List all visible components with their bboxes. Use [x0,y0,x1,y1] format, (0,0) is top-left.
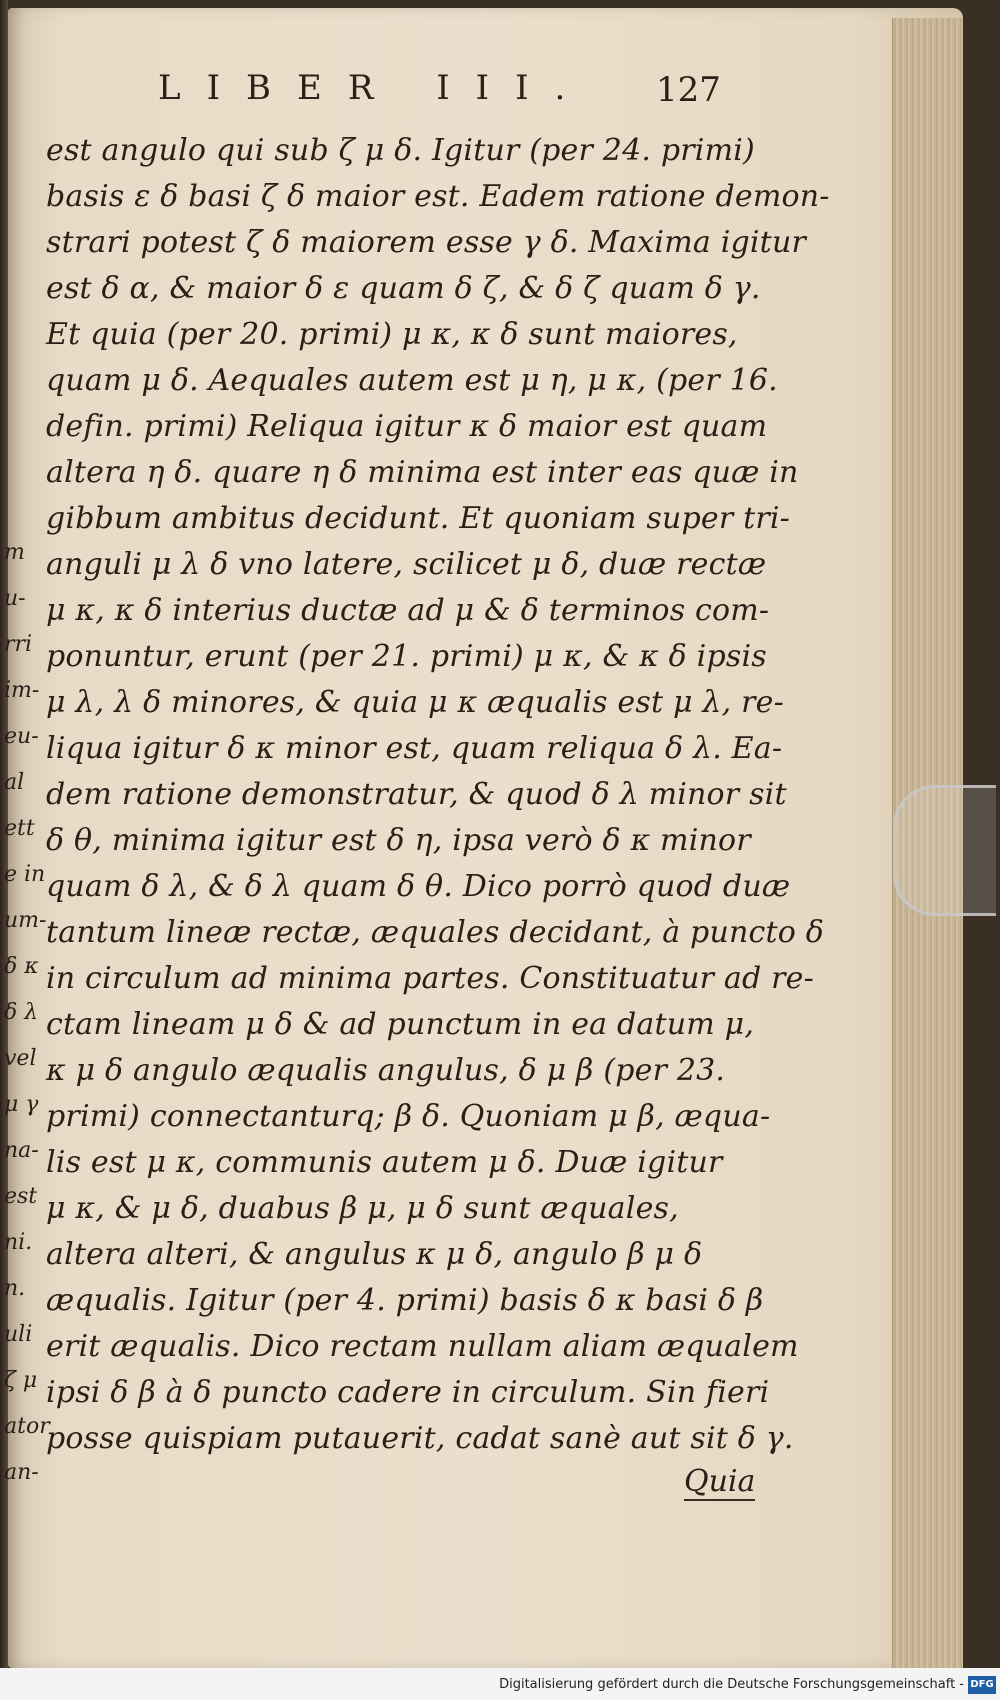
text-line: μ κ, κ δ interius ductæ ad μ & δ terminos com- [46,593,770,628]
prev-page-fragment: ett [4,816,35,841]
prev-page-fragment: im- [4,678,40,703]
text-line: lis est μ κ, communis autem μ δ. Duæ igitur [46,1145,723,1180]
text-line: ctam lineam μ δ & ad punctum in ea datum μ, [46,1007,755,1042]
text-line: altera alteri, & angulus κ μ δ, angulo β μ δ [46,1237,703,1272]
text-line: est angulo qui sub ζ μ δ. Igitur (per 24. primi) [46,133,755,168]
catchword: Quia [684,1464,756,1499]
text-line: μ λ, λ δ minores, & quia μ κ æqualis est μ λ, re- [46,685,784,720]
text-line: strari potest ζ δ maiorem esse γ δ. Maxima igitur [46,225,807,260]
text-line: μ κ, & μ δ, duabus β μ, μ δ sunt æquales, [46,1191,679,1226]
text-line: quam δ λ, & δ λ quam δ θ. Dico porrò quod duæ [46,869,791,904]
prev-page-fragment: ator [4,1414,50,1439]
text-line: erit æqualis. Dico rectam nullam aliam æqualem [46,1329,799,1364]
prev-page-fragment: μ γ [4,1092,39,1117]
text-line: κ μ δ angulo æqualis angulus, δ μ β (per 23. [46,1053,726,1088]
text-line: est δ α, & maior δ ε quam δ ζ, & δ ζ quam δ γ. [46,271,761,306]
prev-page-fragment: δ λ [4,1000,39,1025]
text-line: liqua igitur δ κ minor est, quam reliqua δ λ. Ea- [46,731,783,766]
text-line: altera η δ. quare η δ minima est inter eas quæ in [46,455,799,490]
text-line: ponuntur, erunt (per 21. primi) μ κ, & κ δ ipsis [46,639,767,674]
text-line: gibbum ambitus decidunt. Et quoniam super tri- [46,501,791,536]
text-line: ipsi δ β à δ puncto cadere in circulum. Sin fieri [46,1375,770,1410]
text-line: δ θ, minima igitur est δ η, ipsa verò δ κ minor [46,823,751,858]
prev-page-fragment: na- [4,1138,39,1163]
prev-page-fragment: rri [4,632,33,657]
prev-page-fragment: al [4,770,25,795]
text-line: in circulum ad minima partes. Constituatur ad re- [46,961,814,996]
text-line: anguli μ λ δ vno latere, scilicet μ δ, duæ rectæ [46,547,767,582]
footer-bar [0,1668,1000,1700]
previous-page-sliver [0,540,50,1540]
text-line: Et quia (per 20. primi) μ κ, κ δ sunt maiores, [46,317,738,352]
prev-page-fragment: vel [4,1046,37,1071]
text-line: posse quispiam putauerit, cadat sanè aut sit δ γ. [46,1421,794,1456]
text-line: quam μ δ. Aequales autem est μ η, μ κ, (per 16. [46,363,778,398]
prev-page-fragment: δ κ [4,954,39,979]
book-page [8,8,963,1668]
prev-page-fragment: uli [4,1322,33,1347]
running-header: LIBER III. [158,68,592,108]
text-line: basis ε δ basi ζ δ maior est. Eadem ratione demon- [46,179,830,214]
prev-page-fragment: e in [4,862,46,887]
text-line: æqualis. Igitur (per 4. primi) basis δ κ basi δ β [46,1283,764,1318]
prev-page-fragment: ζ μ [4,1368,38,1393]
prev-page-fragment: m [4,540,25,565]
prev-page-fragment: u- [4,586,26,611]
text-line: tantum lineæ rectæ, æquales decidant, à puncto δ [46,915,825,950]
dfg-logo: DFG [968,1676,996,1694]
text-line: primi) connectanturq; β δ. Quoniam μ β, æqua- [46,1099,771,1134]
paper-clip [893,785,996,916]
prev-page-fragment: an- [4,1460,39,1485]
text-line: dem ratione demonstratur, & quod δ λ minor sit [46,777,787,812]
prev-page-fragment: n. [4,1276,26,1301]
body-text [46,128,830,1462]
page-number: 127 [656,70,721,110]
prev-page-fragment: eu- [4,724,39,749]
text-line: defin. primi) Reliqua igitur κ δ maior est quam [46,409,768,444]
prev-page-fragment: ni. [4,1230,33,1255]
prev-page-fragment: um- [4,908,47,933]
prev-page-fragment: est [4,1184,38,1209]
footer-credit: Digitalisierung gefördert durch die Deutsche Forschungsgemeinschaft - [499,1677,964,1692]
